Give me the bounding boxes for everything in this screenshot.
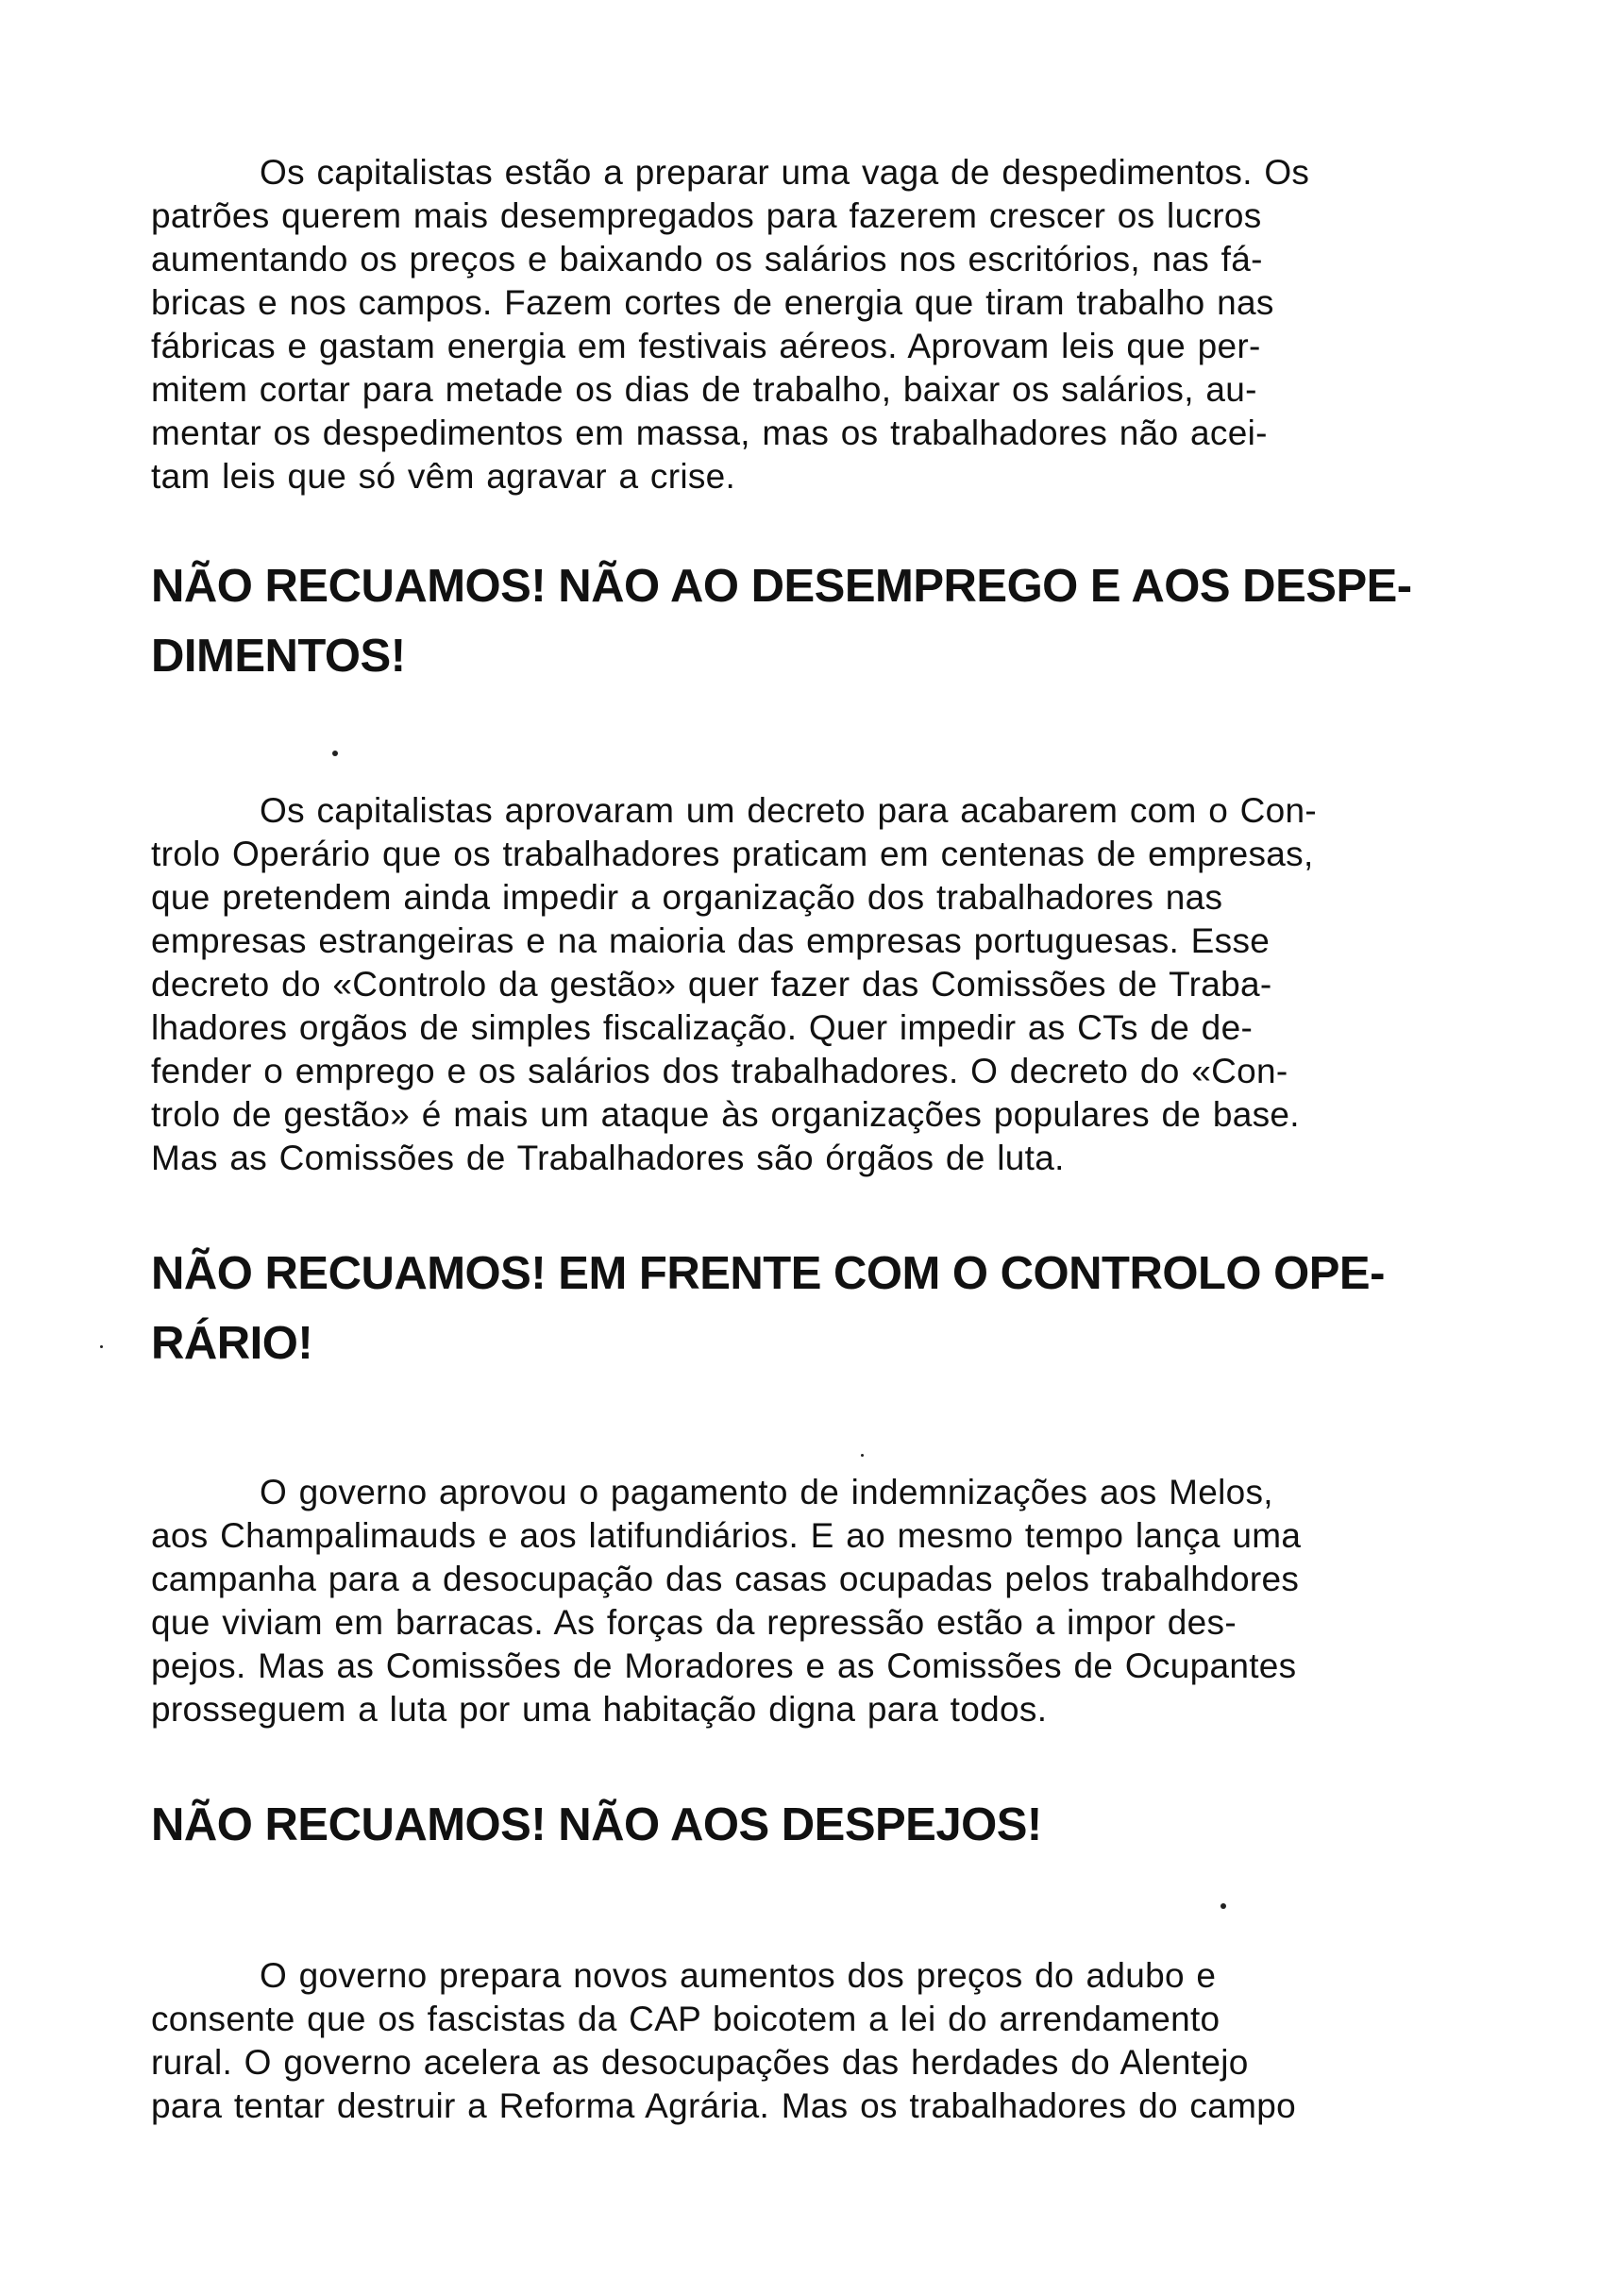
section-heading-1 (151, 551, 1454, 691)
paragraph-line: Os capitalistas estão a preparar uma vaga de despedimentos. Os (260, 153, 1310, 192)
section-heading-3 (151, 1790, 1454, 1860)
paragraph-line: O governo aprovou o pagamento de indemnizações aos Melos, (260, 1473, 1273, 1511)
paragraph-line: patrões querem mais desempregados para fazerem crescer os lucros (151, 196, 1262, 235)
paragraph-line: consente que os fascistas da CAP boicotem a lei do arrendamento (151, 2000, 1220, 2038)
paragraph-line: Mas as Comissões de Trabalhadores são órgãos de luta. (151, 1139, 1065, 1177)
heading-line: RÁRIO! (151, 1318, 313, 1369)
heading-line: NÃO RECUAMOS! NÃO AOS DESPEJOS! (151, 1799, 1042, 1850)
paragraph-line: trolo de gestão» é mais um ataque às organizações populares de base. (151, 1095, 1300, 1134)
paragraph-line: tam leis que só vêm agravar a crise. (151, 457, 736, 496)
heading-line: NÃO RECUAMOS! EM FRENTE COM O CONTROLO OPE- (151, 1248, 1385, 1299)
heading-line: DIMENTOS! (151, 631, 406, 682)
paragraph-3 (151, 1471, 1454, 1731)
paragraph-line: trolo Operário que os trabalhadores praticam em centenas de empresas, (151, 835, 1314, 873)
paragraph-line: decreto do «Controlo da gestão» quer fazer das Comissões de Traba- (151, 965, 1272, 1004)
paragraph-line: empresas estrangeiras e na maioria das empresas portuguesas. Esse (151, 921, 1271, 960)
paragraph-line: que viviam em barracas. As forças da repressão estão a impor des- (151, 1603, 1237, 1642)
scan-speck (1220, 1903, 1226, 1909)
scan-speck (861, 1454, 864, 1457)
paragraph-line: mentar os despedimentos em massa, mas os trabalhadores não acei- (151, 414, 1268, 452)
paragraph-line: prosseguem a luta por uma habitação digna para todos. (151, 1690, 1048, 1729)
paragraph-line: aos Champalimauds e aos latifundiários. E ao mesmo tempo lança uma (151, 1516, 1302, 1555)
paragraph-line: que pretendem ainda impedir a organização dos trabalhadores nas (151, 878, 1223, 917)
section-heading-2 (151, 1239, 1454, 1378)
paragraph-line: fender o emprego e os salários dos trabalhadores. O decreto do «Con- (151, 1052, 1288, 1090)
paragraph-line: fábricas e gastam energia em festivais aéreos. Aprovam leis que per- (151, 327, 1261, 365)
paragraph-4 (151, 1954, 1454, 2128)
scan-speck (100, 1345, 103, 1348)
paragraph-line: pejos. Mas as Comissões de Moradores e as Comissões de Ocupantes (151, 1646, 1297, 1685)
heading-line: NÃO RECUAMOS! NÃO AO DESEMPREGO E AOS DESPE- (151, 561, 1412, 612)
paragraph-line: Os capitalistas aprovaram um decreto para acabarem com o Con- (260, 791, 1318, 830)
paragraph-1 (151, 151, 1454, 498)
paragraph-line: rural. O governo acelera as desocupações das herdades do Alentejo (151, 2043, 1249, 2082)
paragraph-line: campanha para a desocupação das casas ocupadas pelos trabalhdores (151, 1560, 1300, 1598)
paragraph-line: mitem cortar para metade os dias de trabalho, baixar os salários, au- (151, 370, 1257, 409)
paragraph-line: bricas e nos campos. Fazem cortes de energia que tiram trabalho nas (151, 283, 1274, 322)
document-page (151, 151, 1454, 2128)
paragraph-line: lhadores orgãos de simples fiscalização. Quer impedir as CTs de de- (151, 1008, 1254, 1047)
scan-speck (332, 751, 338, 756)
paragraph-2 (151, 789, 1454, 1180)
paragraph-line: para tentar destruir a Reforma Agrária. Mas os trabalhadores do campo (151, 2086, 1296, 2125)
paragraph-line: O governo prepara novos aumentos dos preços do adubo e (260, 1956, 1217, 1995)
paragraph-line: aumentando os preços e baixando os salários nos escritórios, nas fá- (151, 240, 1263, 279)
